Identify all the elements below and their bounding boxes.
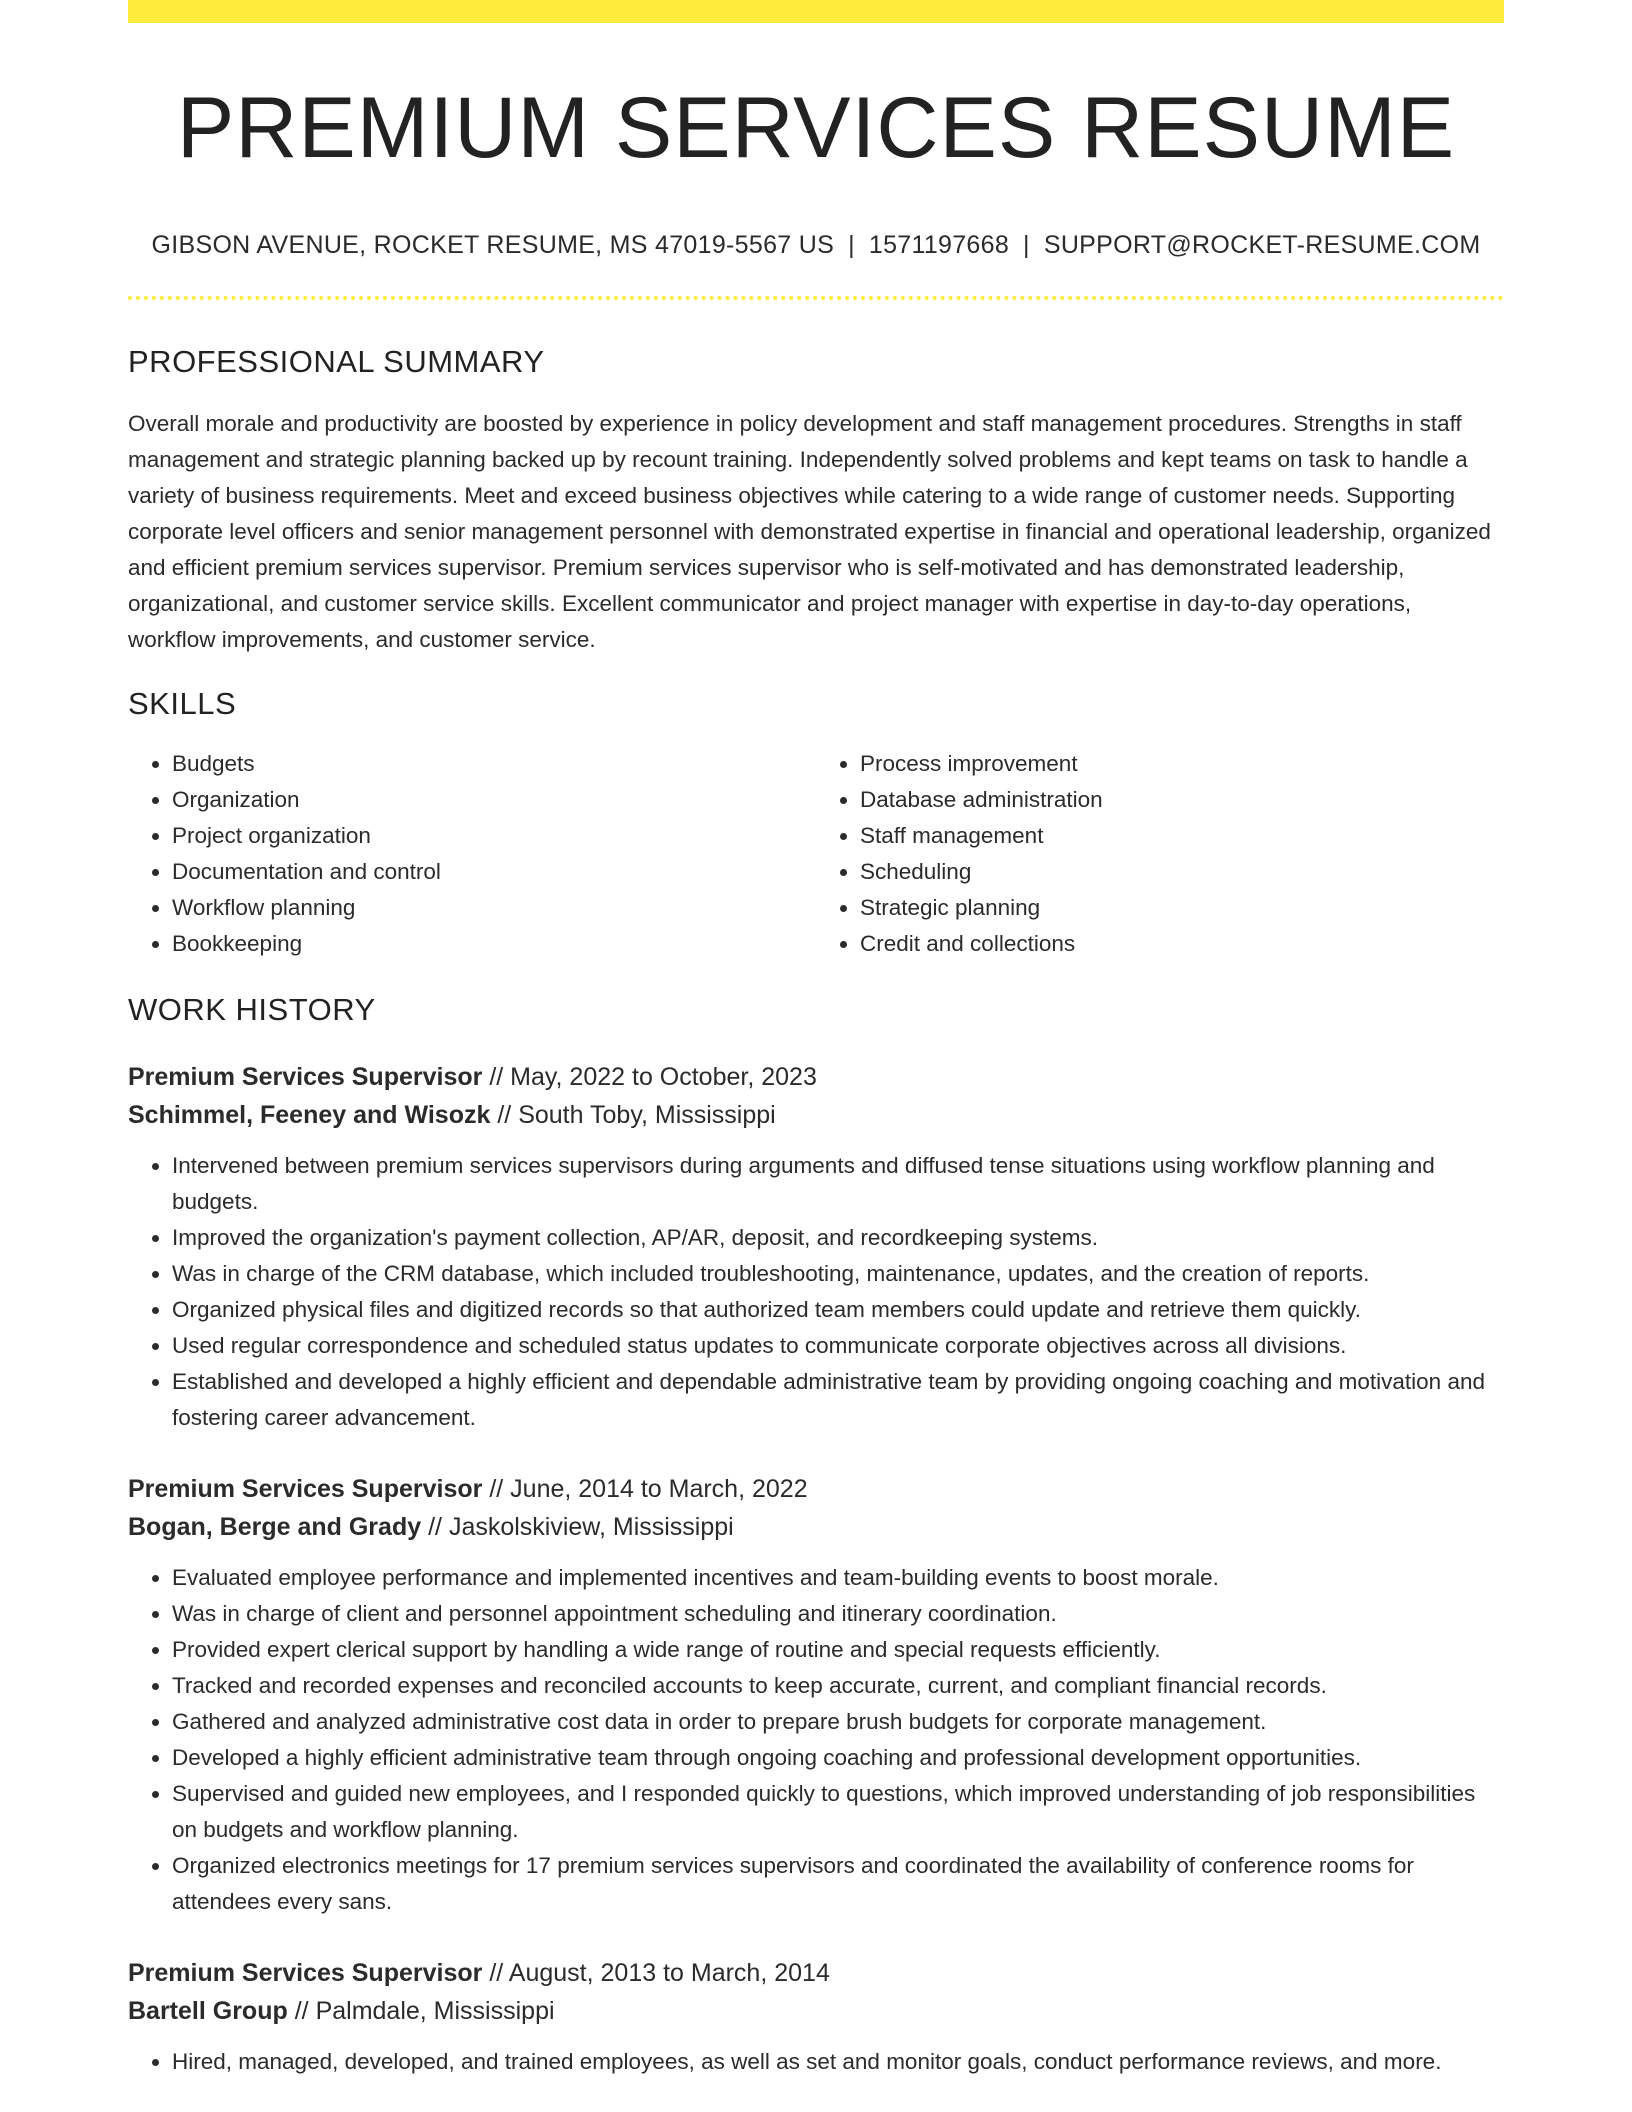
skill-item: • Bookkeeping xyxy=(172,926,816,962)
job-dates: June, 2014 to March, 2022 xyxy=(510,1474,808,1503)
skills-heading: SKILLS xyxy=(128,685,237,721)
job-title-line xyxy=(128,1058,1504,1096)
delimiter: // xyxy=(489,1958,504,1987)
contact-separator: | xyxy=(848,230,855,259)
header-divider xyxy=(128,296,1504,300)
job-title-line xyxy=(128,1470,1504,1508)
delimiter: // xyxy=(294,1996,309,2025)
skill-item: • Scheduling xyxy=(860,854,1504,890)
job-bullet: • Used regular correspondence and scheduled status updates to communicate corporate objectives across all divisions. xyxy=(172,1328,1504,1364)
job-company-line xyxy=(128,1096,1504,1134)
job-entry xyxy=(128,1470,1504,1920)
delimiter: // xyxy=(489,1474,504,1503)
skill-item: • Credit and collections xyxy=(860,926,1504,962)
job-title: Premium Services Supervisor xyxy=(128,1474,483,1503)
summary-heading: PROFESSIONAL SUMMARY xyxy=(128,343,545,379)
job-company: Schimmel, Feeney and Wisozk xyxy=(128,1100,491,1129)
skills-list-right xyxy=(816,746,1504,962)
job-bullet: • Tracked and recorded expenses and reconciled accounts to keep accurate, current, and compliant financial records. xyxy=(172,1668,1504,1704)
resume-page xyxy=(128,0,1504,2080)
skills-grid xyxy=(128,746,1504,962)
delimiter: // xyxy=(489,1062,504,1091)
contact-email[interactable]: SUPPORT@ROCKET-RESUME.COM xyxy=(1043,230,1481,259)
job-bullet-list xyxy=(128,1148,1504,1436)
contact-phone: 1571197668 xyxy=(868,230,1010,259)
skill-item: • Documentation and control xyxy=(172,854,816,890)
job-bullet: • Organized physical files and digitized records so that authorized team members could update and retrieve them quickly. xyxy=(172,1292,1504,1328)
skill-item: • Strategic planning xyxy=(860,890,1504,926)
job-bullet: • Improved the organization's payment collection, AP/AR, deposit, and recordkeeping systems. xyxy=(172,1220,1504,1256)
job-bullet-list xyxy=(128,1560,1504,1920)
job-location: South Toby, Mississippi xyxy=(518,1100,776,1129)
job-entry xyxy=(128,1058,1504,1436)
job-bullet: • Supervised and guided new employees, and I responded quickly to questions, which improved understanding of job responsibilities on budgets and workflow planning. xyxy=(172,1776,1504,1848)
delimiter: // xyxy=(497,1100,512,1129)
skill-item: • Budgets xyxy=(172,746,816,782)
job-bullet: • Developed a highly efficient administrative team through ongoing coaching and professional development opportunities. xyxy=(172,1740,1504,1776)
job-bullet: • Intervened between premium services supervisors during arguments and diffused tense situations using workflow planning and budgets. xyxy=(172,1148,1504,1220)
job-title: Premium Services Supervisor xyxy=(128,1062,483,1091)
job-dates: August, 2013 to March, 2014 xyxy=(508,1958,830,1987)
job-bullet: • Was in charge of the CRM database, which included troubleshooting, maintenance, updates, and the creation of reports. xyxy=(172,1256,1504,1292)
job-company: Bartell Group xyxy=(128,1996,288,2025)
job-bullet: • Evaluated employee performance and implemented incentives and team-building events to boost morale. xyxy=(172,1560,1504,1596)
job-dates: May, 2022 to October, 2023 xyxy=(510,1062,817,1091)
summary-text: Overall morale and productivity are boosted by experience in policy development and staff management procedures. Strengths in staff management and strategic planning backed up by recount training. Independently solved problems and kept teams on task to handle a variety of business requirements. Meet and exceed business objectives while catering to a wide range of customer needs. Supporting corporate level officers and senior management personnel with demonstrated expertise in financial and operational leadership, organized and efficient premium services supervisor. Premium services supervisor who is self-motivated and has demonstrated leadership, organizational, and customer service skills. Excellent communicator and project manager with expertise in day-to-day operations, workflow improvements, and customer service. xyxy=(128,410,1491,652)
skills-list-left xyxy=(128,746,816,962)
job-title-line xyxy=(128,1954,1504,1992)
job-bullet: • Organized electronics meetings for 17 premium services supervisors and coordinated the availability of conference rooms for attendees every sans. xyxy=(172,1848,1504,1920)
skill-item: • Workflow planning xyxy=(172,890,816,926)
delimiter: // xyxy=(428,1512,442,1541)
job-entry xyxy=(128,1954,1504,2080)
job-bullet: • Established and developed a highly efficient and dependable administrative team by providing ongoing coaching and motivation and fostering career advancement. xyxy=(172,1364,1504,1436)
job-title: Premium Services Supervisor xyxy=(128,1958,483,1987)
job-bullet: • Gathered and analyzed administrative cost data in order to prepare brush budgets for corporate management. xyxy=(172,1704,1504,1740)
top-accent-bar xyxy=(128,0,1504,23)
work-history-heading: WORK HISTORY xyxy=(128,991,376,1027)
skill-item: • Database administration xyxy=(860,782,1504,818)
contact-address: GIBSON AVENUE, ROCKET RESUME, MS 47019-5567 US xyxy=(151,230,835,259)
job-company-line xyxy=(128,1992,1504,2030)
skill-item: • Staff management xyxy=(860,818,1504,854)
job-bullet: • Provided expert clerical support by handling a wide range of routine and special requests efficiently. xyxy=(172,1632,1504,1668)
job-location: Palmdale, Mississippi xyxy=(315,1996,555,2025)
job-location: Jaskolskiview, Mississippi xyxy=(448,1512,734,1541)
job-bullet-list xyxy=(128,2044,1504,2080)
contact-separator: | xyxy=(1023,230,1030,259)
resume-title: PREMIUM SERVICES RESUME xyxy=(176,80,1456,176)
contact-line xyxy=(128,231,1504,260)
job-company-line xyxy=(128,1508,1504,1546)
skill-item: • Organization xyxy=(172,782,816,818)
job-bullet: • Was in charge of client and personnel appointment scheduling and itinerary coordination. xyxy=(172,1596,1504,1632)
skill-item: • Process improvement xyxy=(860,746,1504,782)
skill-item: • Project organization xyxy=(172,818,816,854)
job-company: Bogan, Berge and Grady xyxy=(128,1512,422,1541)
job-bullet: • Hired, managed, developed, and trained employees, as well as set and monitor goals, conduct performance reviews, and more. xyxy=(172,2044,1504,2080)
